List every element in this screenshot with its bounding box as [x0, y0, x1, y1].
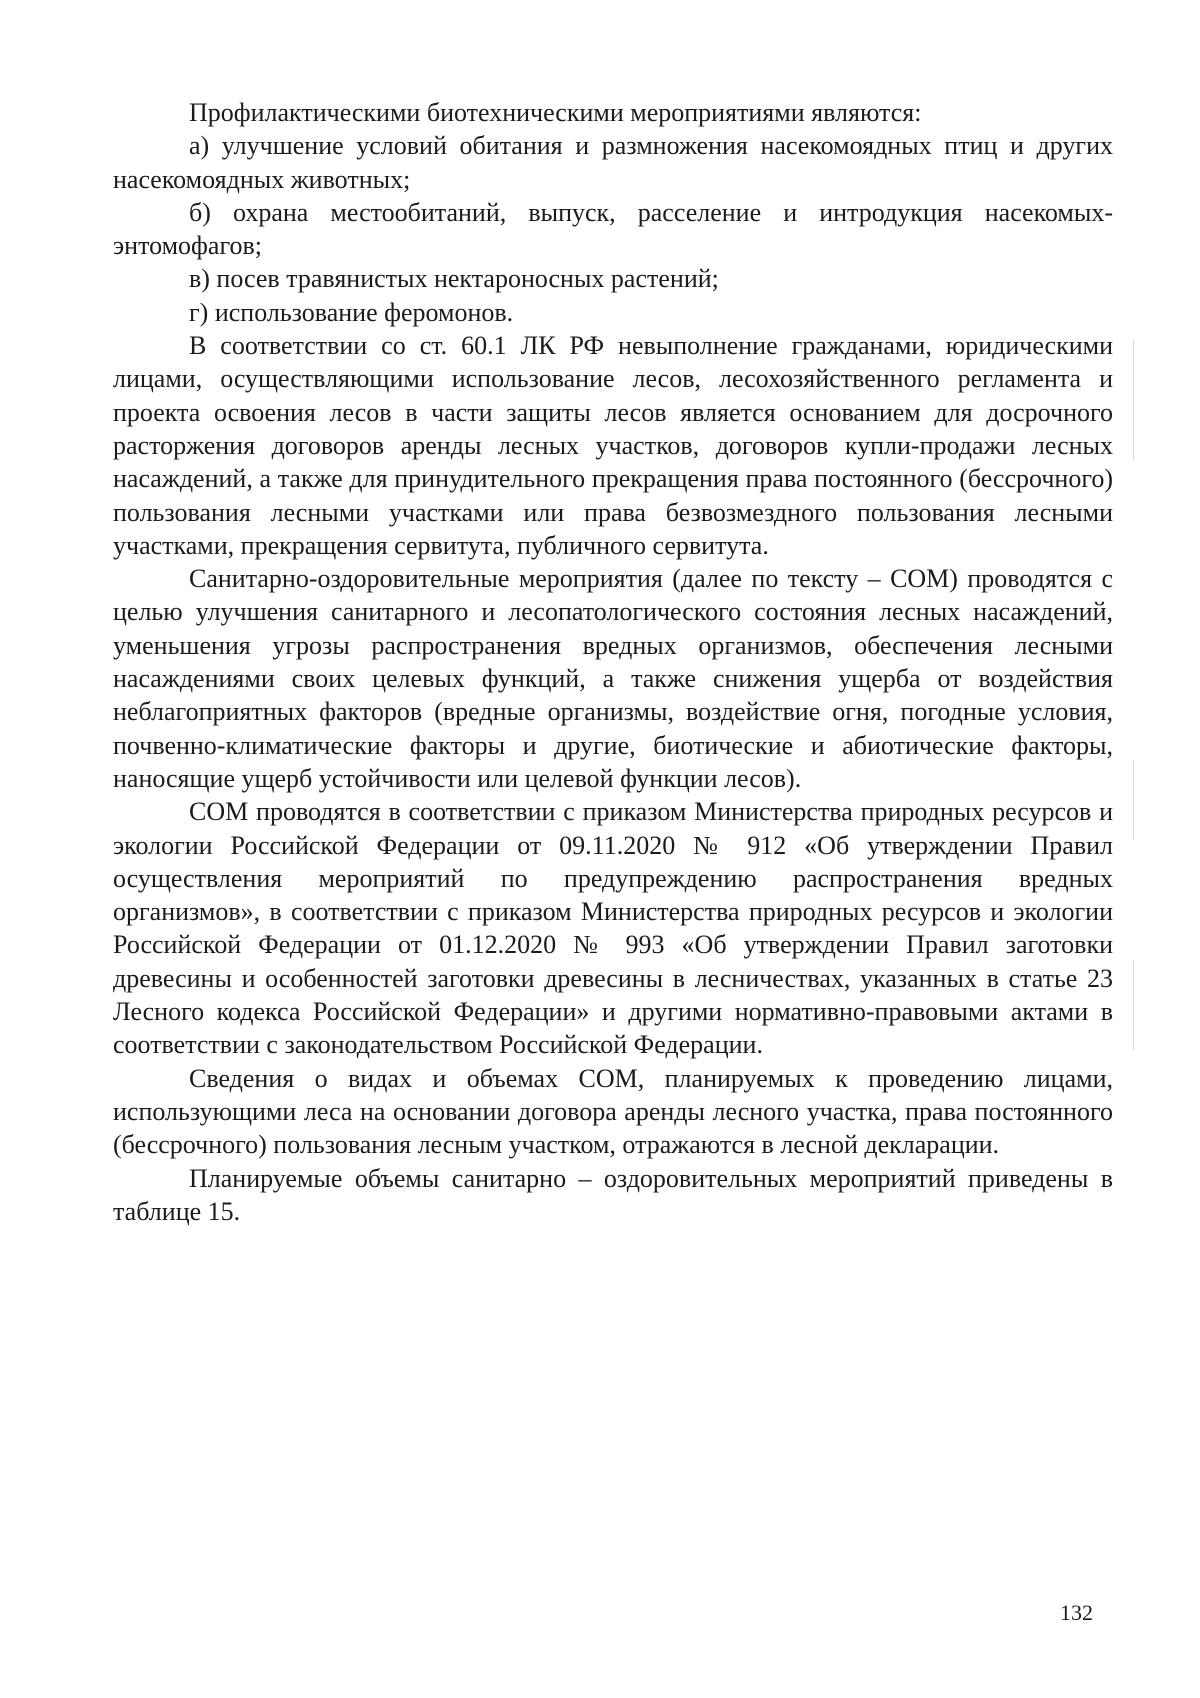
scan-artifact-line [1133, 760, 1134, 840]
list-item-v: в) посев травянистых нектароносных растений; [189, 264, 719, 294]
list-item-a: а) улучшение условий обитания и размножения насекомоядных птиц и других насекомоядных животных; [113, 131, 1113, 194]
list-item-b: б) охрана местообитаний, выпуск, расселение и интродукция насекомых-энтомофагов; [113, 197, 1113, 261]
paragraph-table-reference: Планируемые объемы санитарно – оздоровительных мероприятий приведены в таблице 15. [113, 1163, 1113, 1226]
page-number: 132 [1060, 1600, 1093, 1625]
paragraph-som-declaration: Сведения о видах и объемах СОМ, планируемых к проведению лицами, использующими леса на основании договора аренды лесного участка, права постоянного (бессрочного) пользования лесным участком, отражаются в лесной декларации. [113, 1063, 1113, 1160]
paragraph-som-definition: Санитарно-оздоровительные мероприятия (далее по тексту – СОМ) проводятся с целью улучшения санитарного и лесопатологического состояния лесных насаждений, уменьшения угрозы распространения вредных организмов, обеспечения лесными насаждениями своих целевых функций, а также снижения ущерба от воздействия неблагоприятных факторов (вредные организмы, воздействие огня, погодные условия, почвенно-климатические факторы и другие, биотические и абиотические факторы, наносящие ущерб устойчивости или целевой функции лесов). [113, 564, 1113, 793]
paragraph-som-orders: СОМ проводятся в соответствии с приказом Министерства природных ресурсов и экологии Российской Федерации от 09.11.2020 № 912 «Об утверждении Правил осуществления мероприятий по предупреждению распространения вредных организмов», в соответствии с приказом Министерства природных ресурсов и экологии Российской Федерации от 01.12.2020 № 993 «Об утверждении Правил заготовки древесины и особенностей заготовки древесины в лесничествах, указанных в статье 23 Лесного кодекса Российской Федерации» и другими нормативно-правовыми актами в соответствии с законодательством Российской Федерации. [113, 797, 1113, 1060]
list-item-g: г) использование феромонов. [189, 297, 514, 327]
paragraph-intro: Профилактическими биотехническими мероприятиями являются: [189, 98, 922, 127]
document-body [113, 96, 1113, 1228]
scan-artifact-line [1133, 960, 1134, 1050]
scan-artifact-line [1133, 340, 1134, 460]
paragraph-article-60-1: В соответствии со ст. 60.1 ЛК РФ невыполнение гражданами, юридическими лицами, осуществляющими использование лесов, лесохозяйственного регламента и проекта освоения лесов в части защиты лесов является основанием для досрочного расторжения договоров аренды лесных участков, договоров купли-продажи лесных насаждений, а также для принудительного прекращения права постоянного (бессрочного) пользования лесными участками или права безвозмездного пользования лесными участками, прекращения сервитута, публичного сервитута. [113, 331, 1113, 560]
